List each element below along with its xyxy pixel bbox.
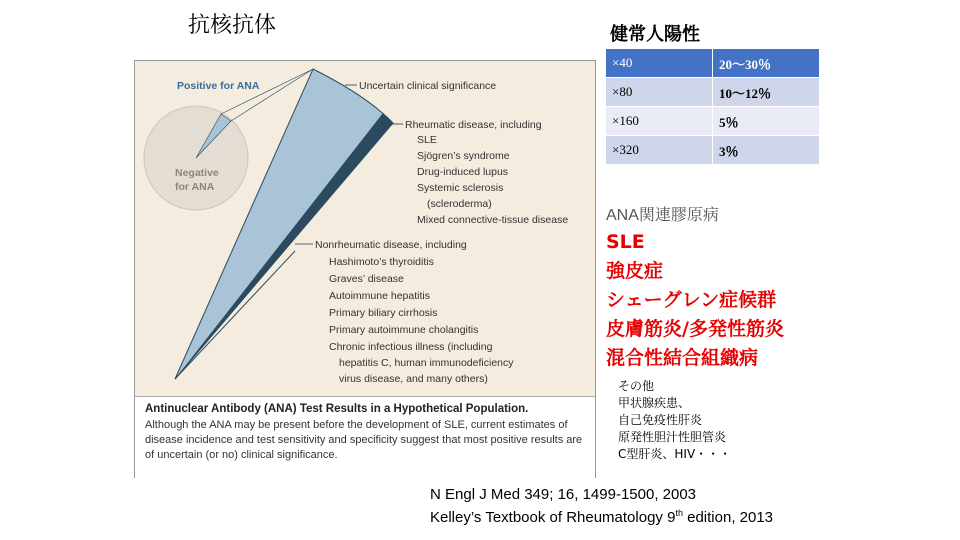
percent-cell: 20〜30％ xyxy=(713,49,820,78)
list-item: シェーグレン症候群 xyxy=(606,289,777,311)
titer-cell: ×160 xyxy=(606,107,713,136)
figure-diagram xyxy=(135,61,595,396)
table-row xyxy=(606,136,820,165)
titer-cell: ×320 xyxy=(606,136,713,165)
list-item: 皮膚筋炎/多発性筋炎 xyxy=(606,318,784,340)
list-item: C型肝炎、HIV・・・ xyxy=(618,447,732,461)
rheumatic-item: Systemic sclerosis xyxy=(417,182,504,194)
reference-nejm: N Engl J Med 349; 16, 1499-1500, 2003 xyxy=(430,486,697,503)
ana-disease-list xyxy=(606,228,784,373)
percent-cell: 5％ xyxy=(713,107,820,136)
slide-title: 抗核抗体 xyxy=(188,13,277,38)
nonrheumatic-heading: Nonrheumatic disease, including xyxy=(315,239,467,251)
list-item: 自己免疫性肝炎 xyxy=(618,413,703,427)
rheumatic-item: Sjögren’s syndrome xyxy=(417,150,510,162)
titer-cell: ×80 xyxy=(606,78,713,107)
rheumatic-heading: Rheumatic disease, including xyxy=(405,119,542,131)
rheumatic-item: Drug-induced lupus xyxy=(417,166,509,178)
other-disease-list xyxy=(618,378,731,463)
negative-label-2: for ANA xyxy=(175,181,215,193)
nonrheumatic-item: Autoimmune hepatitis xyxy=(329,290,430,302)
reference-text: edition, 2013 xyxy=(682,509,774,526)
reference-kelley xyxy=(430,508,773,526)
table-row xyxy=(606,107,820,136)
table-row xyxy=(606,78,820,107)
caption-title: Antinuclear Antibody (ANA) Test Results in a Hypothetical Population. xyxy=(145,403,529,415)
nonrheumatic-item: Chronic infectious illness (including xyxy=(329,341,493,353)
table-title: 健常人陽性 xyxy=(610,24,700,45)
uncertain-label: Uncertain clinical significance xyxy=(359,80,497,92)
rheumatic-item: Mixed connective-tissue disease xyxy=(417,214,569,226)
list-item: 原発性胆汁性胆管炎 xyxy=(618,430,727,444)
percent-cell: 10〜12％ xyxy=(713,78,820,107)
list-item: その他 xyxy=(618,379,655,393)
rheumatic-item: SLE xyxy=(417,134,437,146)
ana-heading: ANA関連膠原病 xyxy=(606,207,719,224)
ana-figure xyxy=(134,60,596,478)
list-item: 強皮症 xyxy=(606,260,664,282)
nonrheumatic-item: Hashimoto’s thyroiditis xyxy=(329,256,434,268)
table-row xyxy=(606,49,820,78)
caption-body: Although the ANA may be present before the development of SLE, current estimates of disease incidence and test sensitivity and specificity suggest that most positive results are of uncertain (or no) clinical significance. xyxy=(145,419,583,461)
nonrheumatic-item: hepatitis C, human immunodeficiency xyxy=(339,357,514,369)
list-item: 混合性結合組織病 xyxy=(606,347,759,369)
figure-caption xyxy=(135,396,595,478)
nonrheumatic-item: Primary biliary cirrhosis xyxy=(329,307,438,319)
edition-superscript: th xyxy=(675,508,683,518)
rheumatic-item: (scleroderma) xyxy=(427,198,492,210)
positive-label: Positive for ANA xyxy=(177,80,260,92)
nonrheumatic-item: Graves’ disease xyxy=(329,273,404,285)
percent-cell: 3％ xyxy=(713,136,820,165)
negative-label-1: Negative xyxy=(175,167,219,179)
list-item: 甲状腺疾患、 xyxy=(618,396,691,410)
list-item: SLE xyxy=(606,231,645,253)
reference-text: Kelley’s Textbook of Rheumatology 9 xyxy=(430,509,676,526)
nonrheumatic-item: Primary autoimmune cholangitis xyxy=(329,324,479,336)
nonrheumatic-item: virus disease, and many others) xyxy=(339,373,488,385)
prevalence-table xyxy=(605,48,820,165)
titer-cell: ×40 xyxy=(606,49,713,78)
